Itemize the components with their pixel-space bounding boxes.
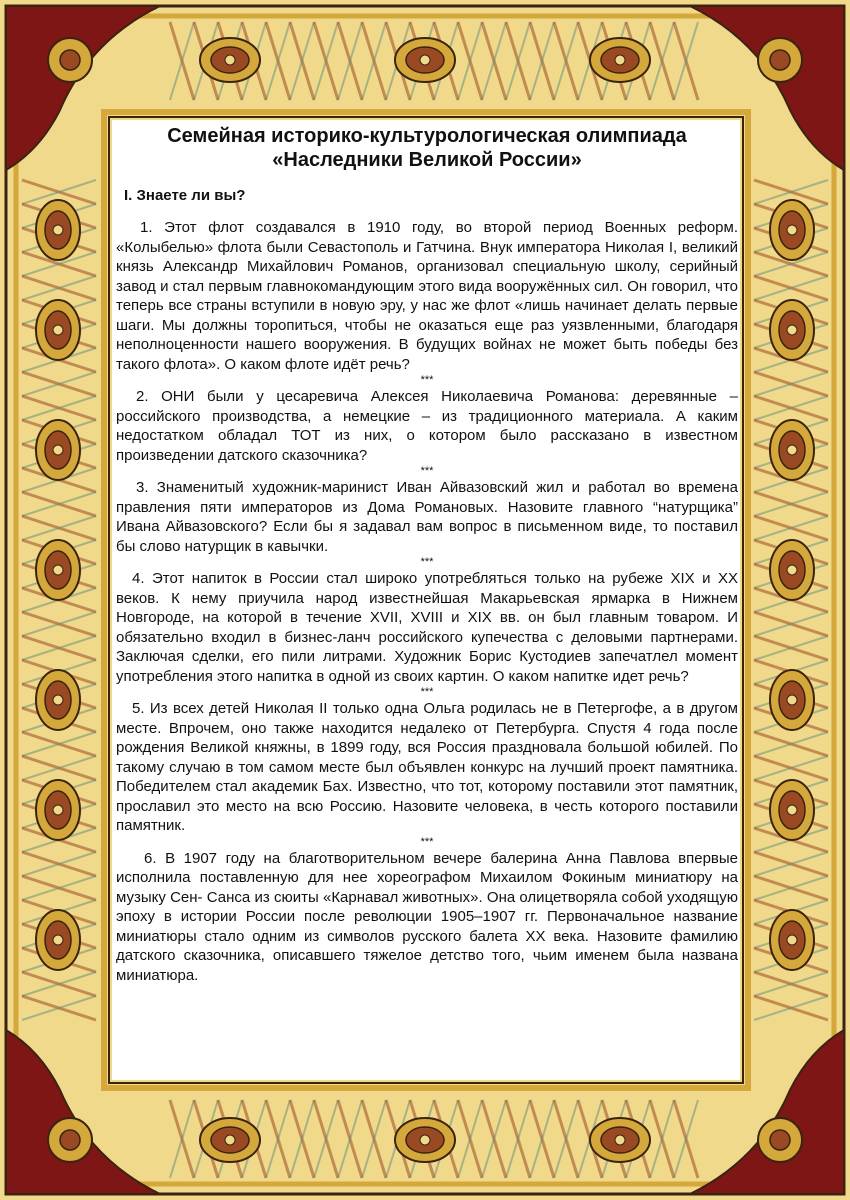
- side-medallion-dot: [787, 325, 797, 335]
- side-medallion-dot: [53, 325, 63, 335]
- band-medallion-dot: [615, 1135, 625, 1145]
- question-1: 1. Этот флот создавался в 1910 году, во второй период Военных реформ. «Колыбелью» флота были Севастополь и Гатчина. Внук императора Николая I, великий князь Александр Михайлович Романов, организовал специальную школу, серийный завод и стал первым главнокомандующим этого вида вооружённых сил. Он говорил, что теперь все страны вступили в новую эру, у нас же флот «лишь начинает делать первые шаги. Мы должны торопиться, чтобы не оказаться еще раз уязвленными, благодаря неполноценности нашего вооружения. В будущих войнах не может быть победы без такого флота». О каком флоте идёт речь?: [116, 219, 738, 373]
- side-medallion-dot: [53, 695, 63, 705]
- side-medallion-dot: [53, 225, 63, 235]
- separator: ***: [420, 835, 434, 848]
- separator: ***: [420, 556, 434, 568]
- section-heading: I. Знаете ли вы?: [124, 187, 246, 204]
- document-body: [112, 120, 740, 1080]
- question-6: 6. В 1907 году на благотворительном вечере балерина Анна Павлова впервые исполнила поставленную для нее хореографом Михаилом Фокиным миниатюру на музыку Сен- Санса из сюиты «Карнавал животных». Она олицетворяла собой уходящую эпоху в истории России после революции 1905–1907 гг. Первоначальное название миниатюры стало одним из символов русского балета XX века. Назовите фамилию датского сказочника, описавшего тяжелое детство того, чьим именем была названа миниатюра.: [116, 849, 738, 984]
- band-medallion-dot: [225, 1135, 235, 1145]
- corner-medallion-center: [770, 1130, 790, 1150]
- side-medallion-dot: [787, 445, 797, 455]
- corner-medallion-center: [770, 50, 790, 70]
- corner-medallion-center: [60, 50, 80, 70]
- question-4: 4. Этот напиток в России стал широко употребляться только на рубеже XIX и XX веков. К нему приучила народ известнейшая Макарьевская ярмарка в Нижнем Новгороде, на которой в течение XVII, XVIII и XIX вв. он был главным товаром. И обязательно входил в бизнес-ланч российского купечества с деловыми партнерами. Заключая сделки, его пили литрами. Художник Борис Кустодиев запечатлел момент употребления этого напитка в одной из своих картин. О каком напитке идет речь?: [116, 570, 738, 685]
- side-medallion-dot: [53, 445, 63, 455]
- corner-medallion-center: [60, 1130, 80, 1150]
- question-2: 2. ОНИ были у цесаревича Алексея Николаевича Романова: деревянные – российского производства, а немецкие – из традиционного материала. А каким недостатком обладал ТОТ из них, о котором было рассказано в известном произведении датского сказочника?: [116, 388, 738, 464]
- band-medallion-dot: [420, 55, 430, 65]
- title-line-2: «Наследники Великой России»: [272, 149, 582, 171]
- side-medallion-dot: [787, 695, 797, 705]
- band-medallion-dot: [420, 1135, 430, 1145]
- separator: ***: [420, 686, 434, 698]
- separator: ***: [420, 465, 434, 477]
- title-line-1: Семейная историко-культурологическая олимпиада: [167, 125, 687, 147]
- band-medallion-dot: [615, 55, 625, 65]
- side-medallion-dot: [787, 805, 797, 815]
- band-medallion-dot: [225, 55, 235, 65]
- question-3: 3. Знаменитый художник-маринист Иван Айвазовский жил и работал во времена правления пяти императоров из Дома Романовых. Назовите главного “натурщика” Ивана Айвазовского? Если бы я задавал вам вопрос в письменном виде, то поставил бы слово натурщик в кавычки.: [116, 479, 738, 555]
- side-medallion-dot: [53, 565, 63, 575]
- side-medallion-dot: [787, 225, 797, 235]
- side-medallion-dot: [53, 805, 63, 815]
- question-5: 5. Из всех детей Николая II только одна Ольга родилась не в Петергофе, а в другом месте. Впрочем, оно также находится недалеко от Петербурга. Спустя 4 года после рождения Великой княжны, в 1899 году, вся Россия праздновала большой юбилей. По такому случаю в том самом месте был объявлен конкурс на лучший проект памятника. Победителем стал академик Бах. Известно, что тот, которому поставили этот памятник, прославил это место на всю Россию. Назовите человека, в честь которого поставили памятник.: [116, 700, 738, 834]
- side-medallion-dot: [787, 565, 797, 575]
- separator: ***: [420, 374, 434, 386]
- side-medallion-dot: [53, 935, 63, 945]
- side-medallion-dot: [787, 935, 797, 945]
